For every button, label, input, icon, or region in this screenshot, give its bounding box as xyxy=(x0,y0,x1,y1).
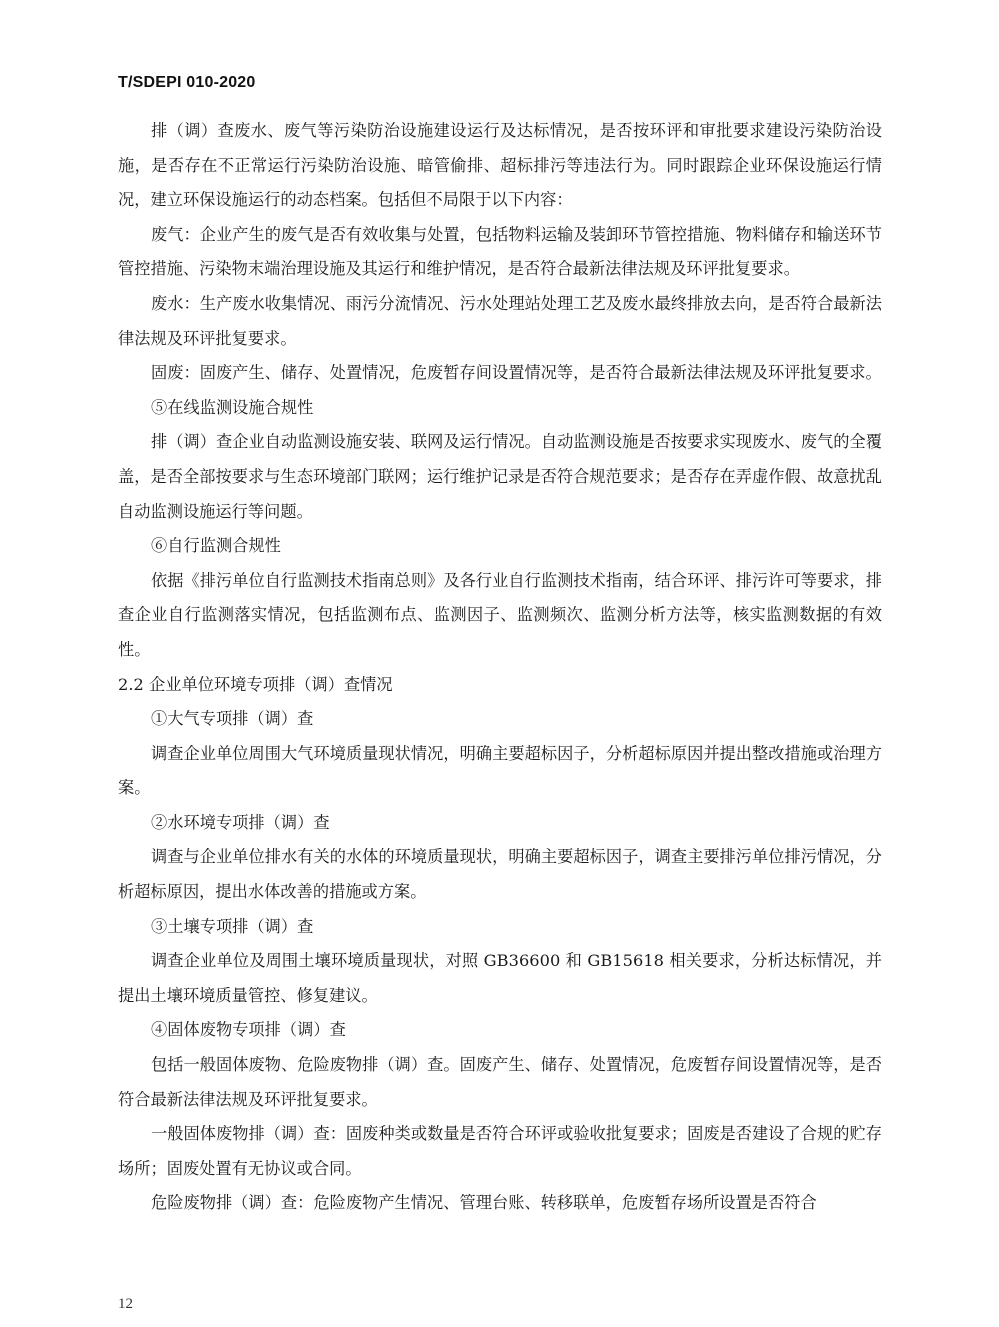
paragraph: 一般固体废物排（调）查：固废种类或数量是否符合环评或验收批复要求；固废是否建设了合规的贮存场所；固废处置有无协议或合同。 xyxy=(118,1124,882,1178)
paragraph: 调查企业单位周围大气环境质量现状情况，明确主要超标因子，分析超标原因并提出整改措施或治理方案。 xyxy=(118,743,882,798)
subheading: ②水环境专项排（调）查 xyxy=(151,812,330,832)
section-heading: 2.2 企业单位环境专项排（调）查情况 xyxy=(118,674,393,694)
subheading: ⑥自行监测合规性 xyxy=(151,536,281,556)
subheading: ⑤在线监测设施合规性 xyxy=(151,397,314,417)
subheading: ①大气专项排（调）查 xyxy=(151,709,314,729)
paragraph: 依据《排污单位自行监测技术指南总则》及各行业自行监测技术指南，结合环评、排污许可等要求，排查企业自行监测落实情况，包括监测布点、监测因子、监测频次、监测分析方法等，核实监测数据的有效性。 xyxy=(118,570,882,659)
paragraph: 废水：生产废水收集情况、雨污分流情况、污水处理站处理工艺及废水最终排放去向，是否符合最新法律法规及环评批复要求。 xyxy=(118,293,882,348)
subheading: ④固体废物专项排（调）查 xyxy=(151,1020,346,1040)
paragraph: 包括一般固体废物、危险废物排（调）查。固废产生、储存、处置情况，危废暂存间设置情况等，是否符合最新法律法规及环评批复要求。 xyxy=(118,1055,882,1109)
paragraph: 排（调）查废水、废气等污染防治设施建设运行及达标情况，是否按环评和审批要求建设污染防治设施，是否存在不正常运行污染防治设施、暗管偷排、超标排污等违法行为。同时跟踪企业环保设施运行情况，建立环保设施运行的动态档案。包括但不局限于以下内容： xyxy=(118,121,882,210)
paragraph: 调查企业单位及周围土壤环境质量现状，对照 GB36600 和 GB15618 相关要求，分析达标情况，并提出土壤环境质量管控、修复建议。 xyxy=(118,951,882,1005)
paragraph: 危险废物排（调）查：危险废物产生情况、管理台账、转移联单，危废暂存场所设置是否符合 xyxy=(151,1193,817,1213)
document-code: T/SDEPI 010-2020 xyxy=(118,74,256,91)
paragraph: 废气：企业产生的废气是否有效收集与处置，包括物料运输及装卸环节管控措施、物料储存和输送环节管控措施、污染物末端治理设施及其运行和维护情况，是否符合最新法律法规及环评批复要求。 xyxy=(118,224,882,279)
subheading: ③土壤专项排（调）查 xyxy=(151,916,314,936)
paragraph: 调查与企业单位排水有关的水体的环境质量现状，明确主要超标因子，调查主要排污单位排污情况，分析超标原因，提出水体改善的措施或方案。 xyxy=(118,847,882,902)
page-number: 12 xyxy=(118,1296,133,1312)
paragraph: 固废：固废产生、储存、处置情况，危废暂存间设置情况等，是否符合最新法律法规及环评批复要求。 xyxy=(151,363,882,383)
document-body xyxy=(118,114,882,1221)
paragraph: 排（调）查企业自动监测设施安装、联网及运行情况。自动监测设施是否按要求实现废水、废气的全覆盖，是否全部按要求与生态环境部门联网；运行维护记录是否符合规范要求；是否存在弄虚作假、故意扰乱自动监测设施运行等问题。 xyxy=(118,432,882,521)
